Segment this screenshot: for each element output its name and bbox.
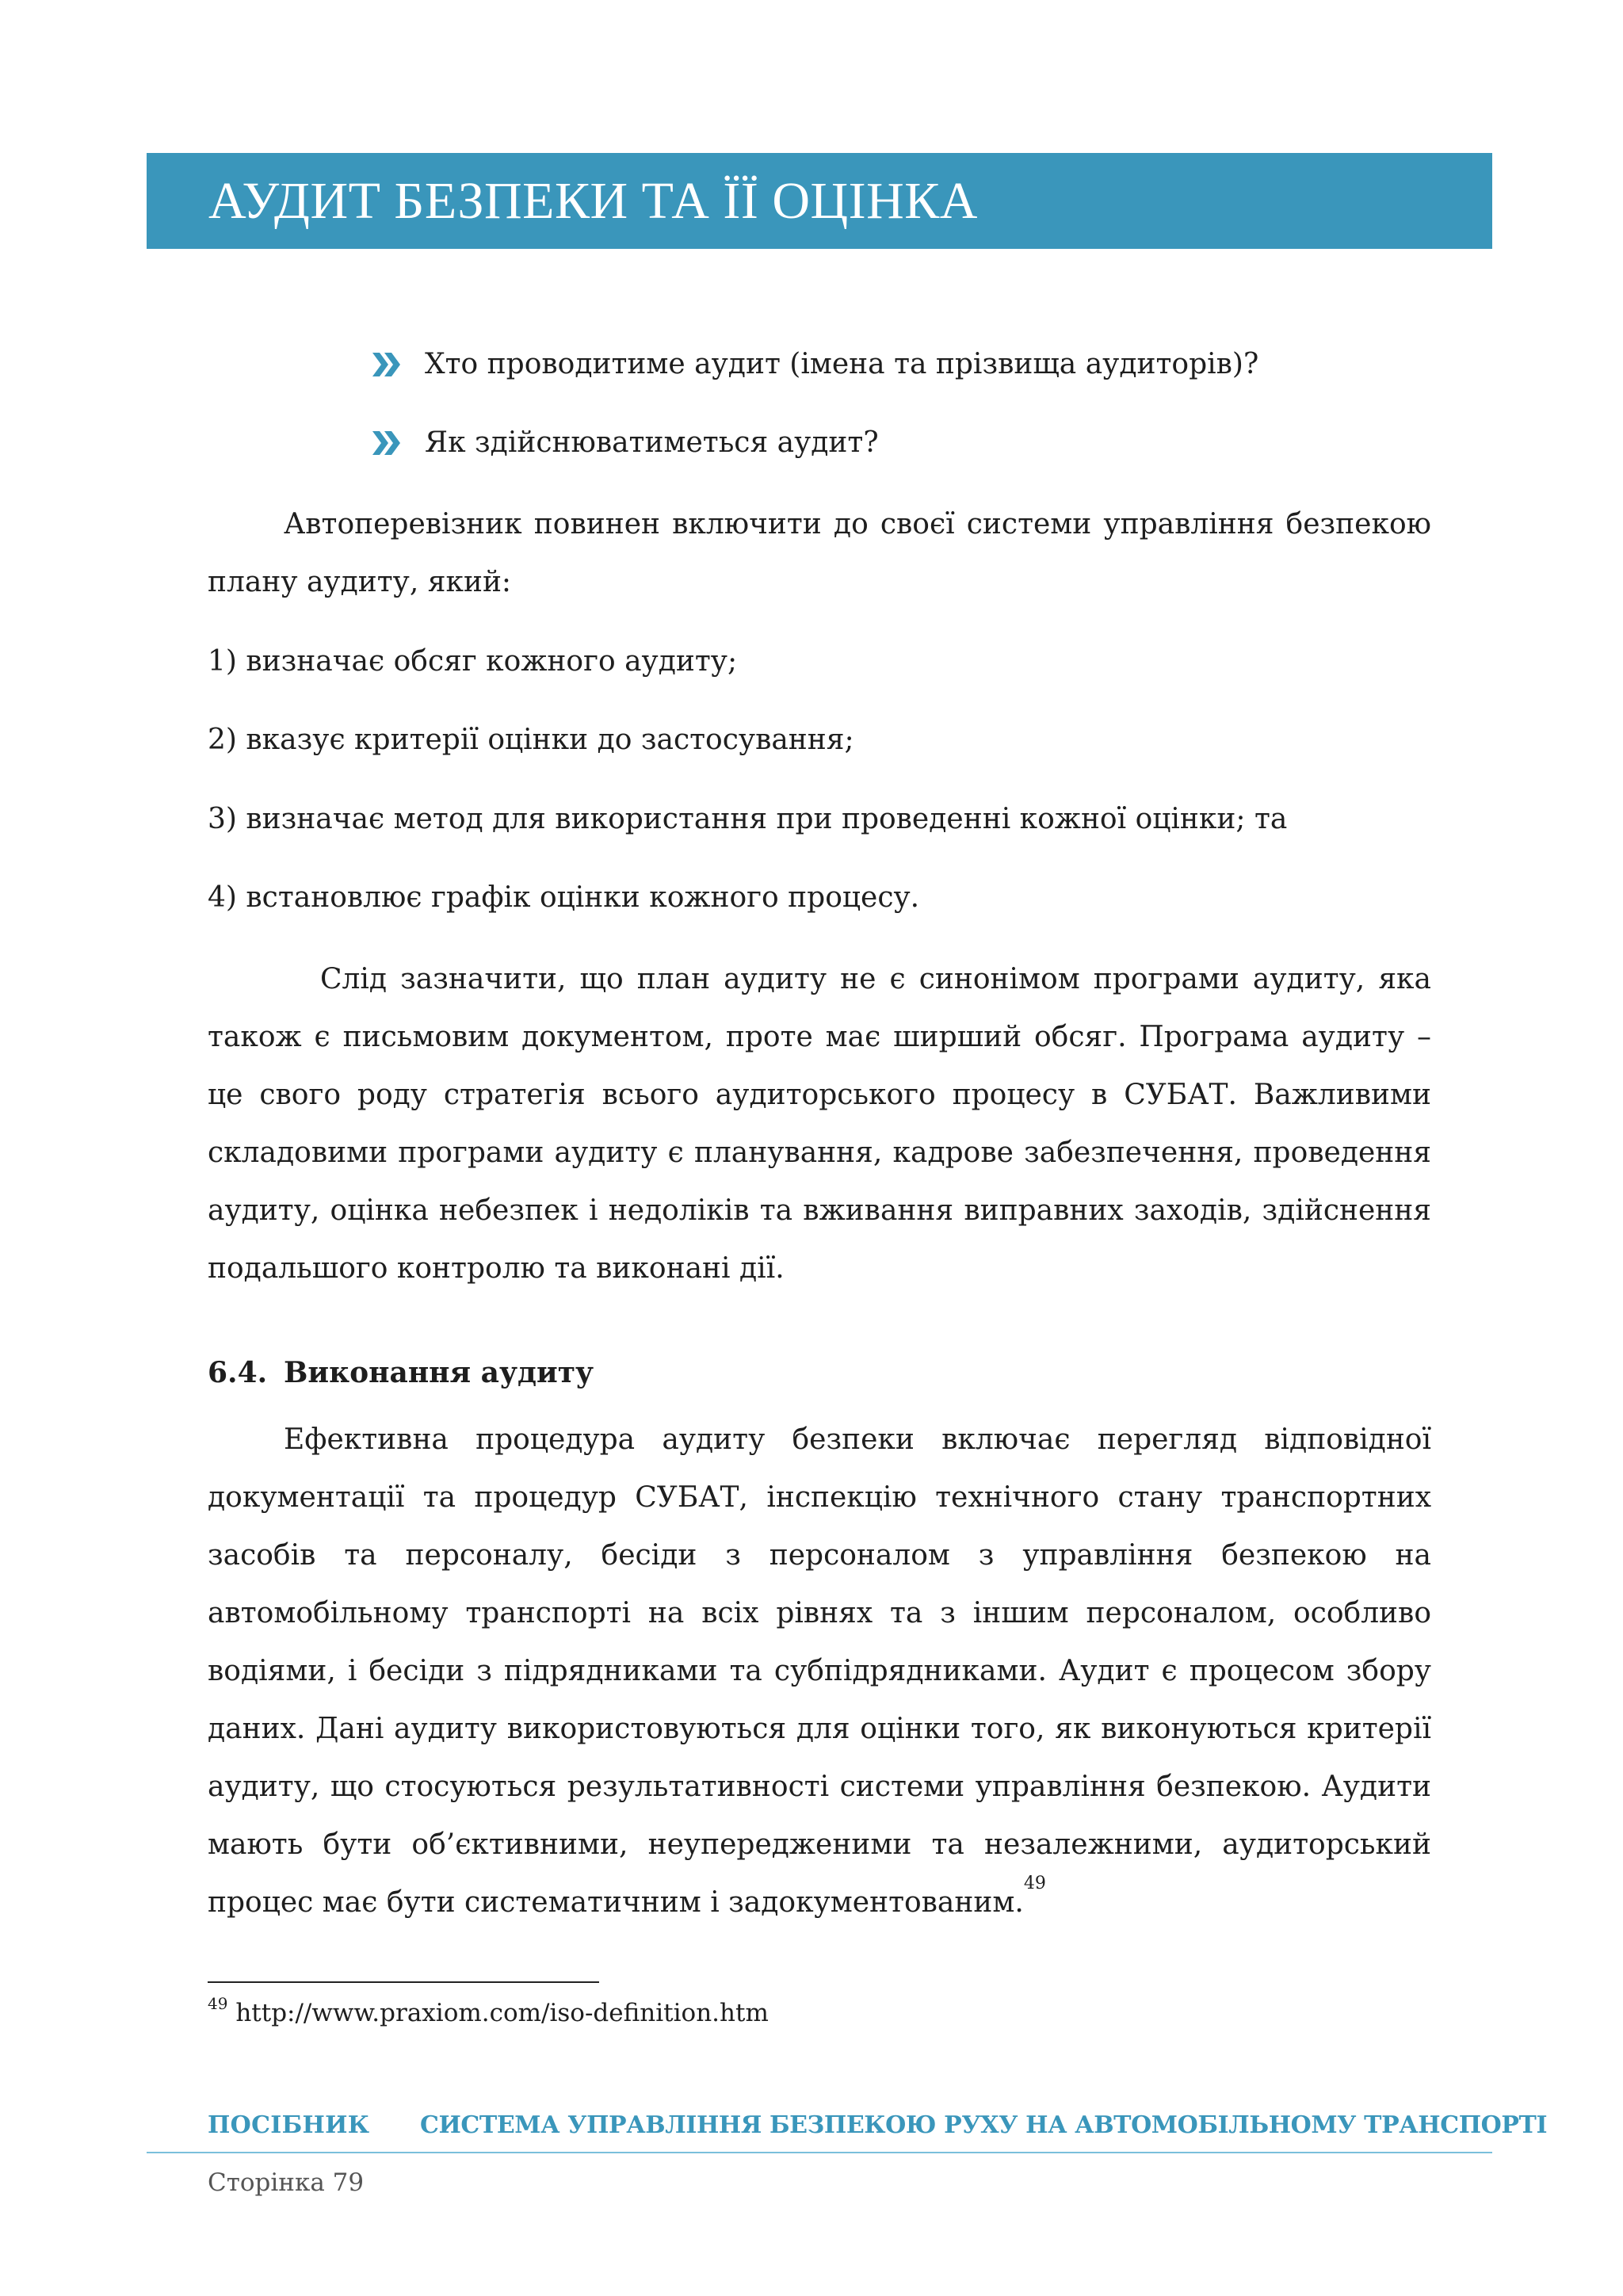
footer-left-label: ПОСІБНИК: [208, 2111, 370, 2139]
footnote-reference: 49: [1023, 1874, 1046, 1893]
note-paragraph: Слід зазначити, що план аудиту не є синонімом програми аудиту, яка також є письмовим документом, проте має ширший обсяг. Програма аудиту – це свого роду стратегія всього аудиторського процесу в СУБАТ. Важливими складовими програми аудиту є планування, кадрове забезпечення, проведення аудиту, оцінка небезпек і недоліків та вживання виправних заходів, здійснення подальшого контролю та виконані дії.: [208, 963, 1431, 1285]
footnote-link[interactable]: http://www.praxiom.com/iso-definition.htm: [235, 1999, 769, 2027]
list-item: 2) вказує критерії оцінки до застосування;: [208, 724, 854, 756]
footnote-number: 49: [208, 1994, 228, 2013]
list-item: 4) встановлює графік оцінки кожного процесу.: [208, 881, 920, 914]
bullet-text: Як здійснюватиметься аудит?: [425, 426, 879, 459]
section-heading: [208, 1350, 594, 1395]
bullet-text: Хто проводитиме аудит (імена та прізвища аудиторів)?: [425, 348, 1259, 380]
footnote-divider: [208, 1981, 599, 1983]
footnote: [208, 1996, 769, 2030]
intro-paragraph: Автоперевізник повинен включити до своєї системи управління безпекою плану аудиту, який:: [208, 508, 1431, 598]
section-body-text: Ефективна процедура аудиту безпеки включає перегляд відповідної документації та процедур СУБАТ, інспекцію технічного стану транспортних засобів та персоналу, бесіди з персоналом з управління безпекою на автомобільному транспорті на всіх рівнях та з іншим персоналом, особливо водіями, і бесіди з підрядниками та субпідрядниками. Аудит є процесом збору даних. Дані аудиту використовуються для оцінки того, як виконуються критерії аудиту, що стосуються результативності системи управління безпекою. Аудити мають бути об’єктивними, неупередженими та незалежними, аудиторський процес має бути систематичним і задокументованим.: [208, 1423, 1431, 1919]
double-chevron-right-icon: [372, 353, 401, 376]
footer-right-label: СИСТЕМА УПРАВЛІННЯ БЕЗПЕКОЮ РУХУ НА АВТОМОБІЛЬНОМУ ТРАНСПОРТІ: [420, 2111, 1548, 2139]
section-title: Виконання аудиту: [284, 1356, 594, 1389]
page-number: Сторінка 79: [208, 2168, 365, 2197]
bullet-item: [372, 421, 879, 465]
bullet-item: [372, 342, 1258, 387]
list-item: 3) визначає метод для використання при проведенні кожної оцінки; та: [208, 803, 1288, 835]
double-chevron-right-icon: [372, 431, 401, 455]
chapter-title: АУДИТ БЕЗПЕКИ ТА ЇЇ ОЦІНКА: [208, 172, 978, 230]
chapter-header-banner: [147, 153, 1492, 249]
section-body-paragraph: [208, 1411, 1431, 1931]
footer-divider: [147, 2152, 1492, 2153]
list-item: 1) визначає обсяг кожного аудиту;: [208, 645, 738, 678]
section-number: 6.4.: [208, 1356, 268, 1389]
